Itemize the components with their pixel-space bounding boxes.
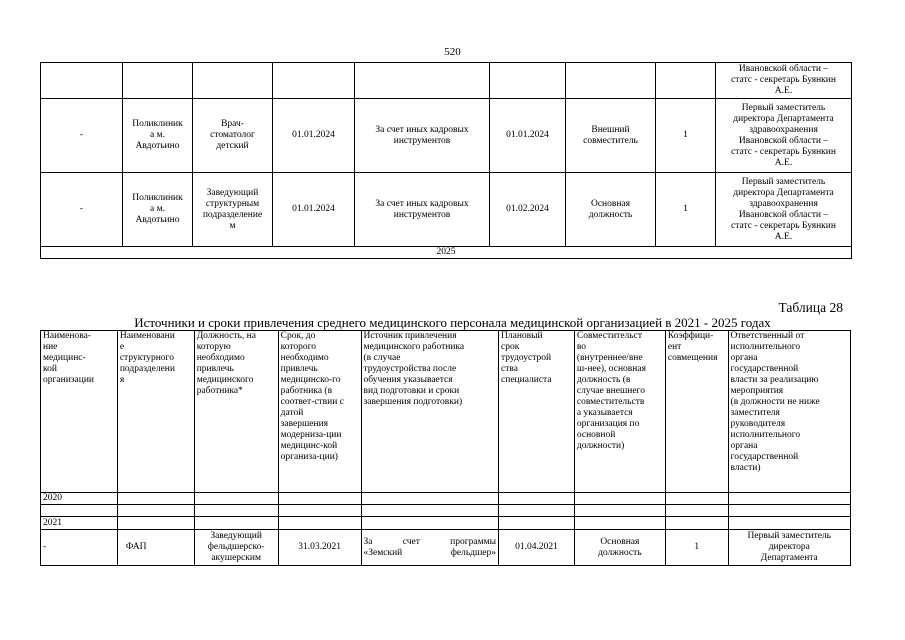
cell-coef: 1 <box>656 99 716 173</box>
header-position: Должность, на которую необходимо привлечь медицинского работника* <box>194 331 278 493</box>
year-cell-2020: 2020 <box>41 493 118 505</box>
cell-no: - <box>41 530 118 566</box>
table-row <box>41 173 852 247</box>
table-row <box>41 63 852 99</box>
table-row <box>41 99 852 173</box>
cell-org: Поликлиник а м. Авдотьино <box>123 99 193 173</box>
header-responsible: Ответственный от исполнительного органа государственной власти за реализацию мероприятия (в должности не ниже заместителя руководителя исполнительного органа государственной власти) <box>728 331 850 493</box>
cell-no: - <box>41 99 123 173</box>
header-row <box>41 331 851 493</box>
cell-position: Заведующий структурным подразделение м <box>193 173 273 247</box>
year-row <box>41 517 851 530</box>
cell-term <box>490 63 566 99</box>
cell-term: 01.02.2024 <box>490 173 566 247</box>
cell-org: ФАП <box>117 530 194 566</box>
empty-row <box>41 505 851 517</box>
table-row <box>41 530 851 566</box>
year-cell-2025: 2025 <box>41 247 852 259</box>
cell-deadline <box>273 63 355 99</box>
cell-responsible: Первый заместитель директора Департамента здравоохранения Ивановской области – статс - секретарь Буянкин А.Е. <box>716 173 852 247</box>
cell-source: За счет иных кадровых инструментов <box>355 99 490 173</box>
cell-org <box>123 63 193 99</box>
cell-source: За счет иных кадровых инструментов <box>355 173 490 247</box>
bottom-table <box>40 330 851 566</box>
cell-source <box>355 63 490 99</box>
cell-coef: 1 <box>656 173 716 247</box>
table-label: Таблица 28 <box>778 300 843 315</box>
cell-term: 01.04.2021 <box>499 530 575 566</box>
header-combination: Совместительст во (внутреннее/вне ш-нее), основная должность (в случае внешнего совместительств а указывается организация по основной должности) <box>574 331 665 493</box>
page-number: 520 <box>444 46 461 58</box>
cell-combination: Основная должность <box>566 173 656 247</box>
cell-term: 01.01.2024 <box>490 99 566 173</box>
cell-responsible: Первый заместитель директора Департамента <box>728 530 850 566</box>
header-unit: Наименовани е структурного подразделени я <box>117 331 194 493</box>
header-term: Плановый срок трудоустрой ства специалиста <box>499 331 575 493</box>
cell-deadline: 01.01.2024 <box>273 173 355 247</box>
cell-responsible: Первый заместитель директора Департамента здравоохранения Ивановской области – статс - секретарь Буянкин А.Е. <box>716 99 852 173</box>
header-deadline: Срок, до которого необходимо привлечь медицинско-го работника (в соответ-ствии с датой завершения модерниза-ции медицинс-кой организа-ции) <box>278 331 361 493</box>
cell-deadline: 01.01.2024 <box>273 99 355 173</box>
year-row <box>41 493 851 505</box>
cell-source: За счет программы «Земский фельдшер» <box>361 530 499 566</box>
cell-org: Поликлиник а м. Авдотьино <box>123 173 193 247</box>
cell-combination <box>566 63 656 99</box>
header-org: Наименова- ние медицинс- кой организации <box>41 331 118 493</box>
cell-no <box>41 63 123 99</box>
cell-coef: 1 <box>665 530 728 566</box>
header-source: Источник привлечения медицинского работника (в случае трудоустройства после обучения указывается вид подготовки и сроки завершения подготовки) <box>361 331 499 493</box>
year-cell-2021: 2021 <box>41 517 118 530</box>
cell-coef <box>656 63 716 99</box>
cell-combination: Внешний совместитель <box>566 99 656 173</box>
year-row <box>41 247 852 259</box>
cell-no: - <box>41 173 123 247</box>
cell-deadline: 31.03.2021 <box>278 530 361 566</box>
header-coef: Коэффици- ент совмещения <box>665 331 728 493</box>
cell-combination: Основная должность <box>574 530 665 566</box>
table-title: Источники и сроки привлечения среднего медицинского персонала медицинской организацией в 2021 - 2025 годах <box>134 315 771 330</box>
cell-position <box>193 63 273 99</box>
cell-position: Заведующий фельдшерско- акушерским <box>194 530 278 566</box>
cell-position: Врач- стоматолог детский <box>193 99 273 173</box>
cell-responsible: Ивановской области – статс - секретарь Буянкин А.Е. <box>716 63 852 99</box>
top-table <box>40 62 852 259</box>
